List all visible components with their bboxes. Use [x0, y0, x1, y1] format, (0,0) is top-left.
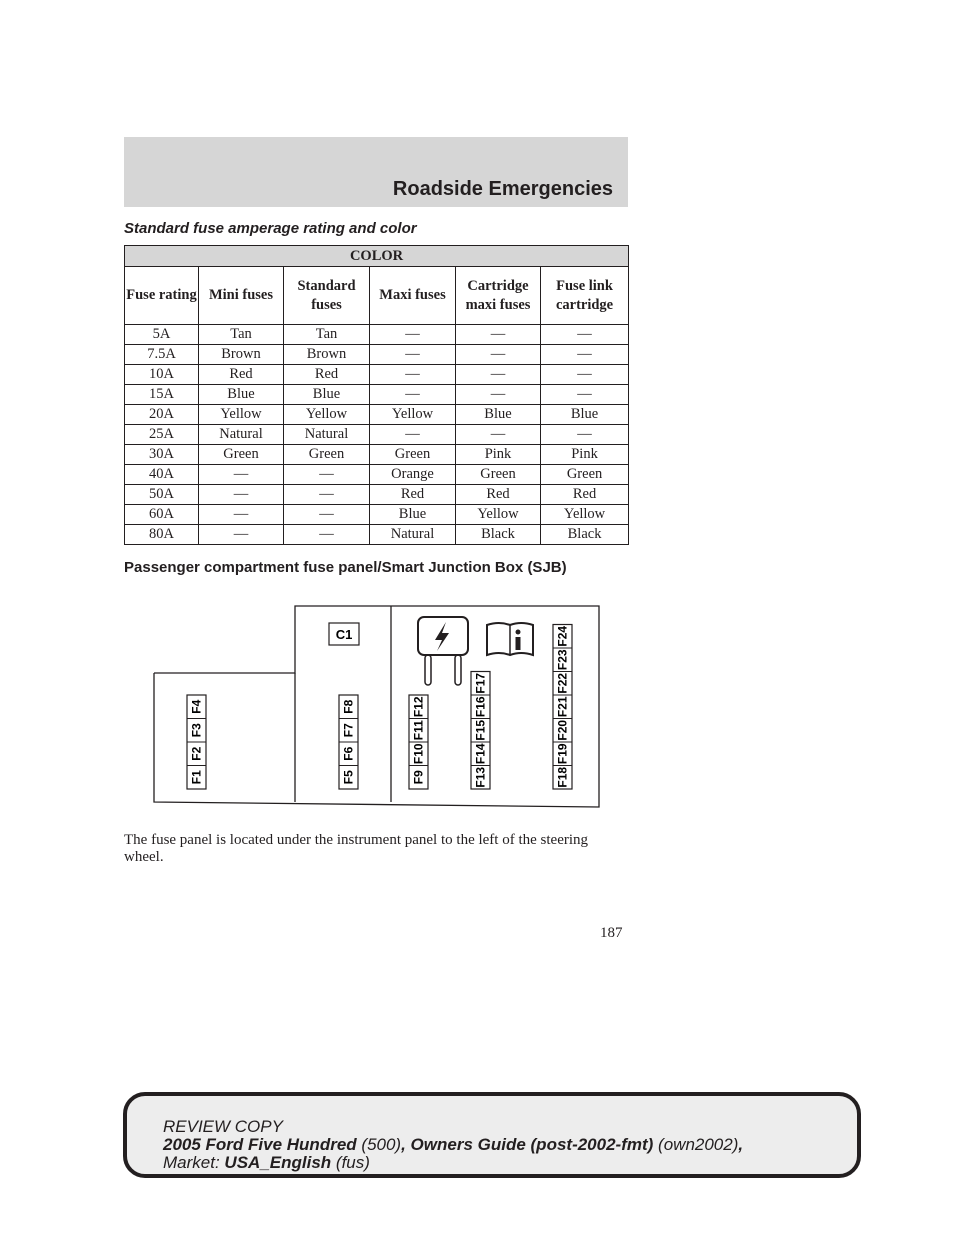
table-caption: Standard fuse amperage rating and color: [124, 220, 417, 237]
table-cell: Yellow: [456, 505, 541, 525]
table-row: [125, 445, 629, 465]
connector-c1-label: C1: [335, 627, 353, 642]
table-cell: Red: [541, 485, 629, 505]
fuse-color-table: [124, 245, 629, 545]
table-cell: —: [456, 325, 541, 345]
table-cell: 10A: [125, 365, 199, 385]
table-cell: —: [541, 345, 629, 365]
footer-model-code: (500): [361, 1135, 402, 1154]
table-cell: —: [541, 425, 629, 445]
review-footer: [123, 1092, 861, 1178]
table-cell: 30A: [125, 445, 199, 465]
table-cell: Pink: [541, 445, 629, 465]
owner-manual-info-icon: [487, 623, 533, 655]
footer-review: REVIEW COPY: [163, 1117, 283, 1136]
fuse-label: F15: [473, 719, 488, 741]
fuse-strip: [339, 695, 358, 789]
table-row: [125, 345, 629, 365]
table-cell: Blue: [284, 385, 370, 405]
table-cell: —: [199, 465, 284, 485]
table-cell: —: [199, 485, 284, 505]
fuse-label: F2: [189, 746, 204, 761]
table-cell: Yellow: [541, 505, 629, 525]
fuse-strip: [471, 672, 490, 790]
table-cell: 80A: [125, 525, 199, 545]
fuse-strip: [187, 695, 206, 789]
fuse-label: F4: [189, 699, 204, 714]
table-cell: —: [370, 385, 456, 405]
table-row: [125, 505, 629, 525]
fuse-label: F3: [189, 723, 204, 738]
table-row: [125, 365, 629, 385]
fuse-label: F22: [555, 672, 570, 694]
table-cell: 5A: [125, 325, 199, 345]
lightning-bolt-icon: [418, 617, 468, 685]
body-text: The fuse panel is located under the instrument panel to the left of the steering wheel.: [124, 832, 589, 865]
table-cell: 60A: [125, 505, 199, 525]
table-cell: Green: [541, 465, 629, 485]
table-cell: Blue: [370, 505, 456, 525]
fuse-label: F7: [341, 723, 356, 738]
fuse-label: F11: [411, 720, 426, 741]
fuse-label: F20: [555, 719, 570, 741]
table-cell: Natural: [199, 425, 284, 445]
table-cell: Brown: [199, 345, 284, 365]
fuse-label: F18: [555, 766, 570, 788]
fuse-label: F23: [555, 649, 570, 671]
table-cell: Natural: [284, 425, 370, 445]
table-cell: 25A: [125, 425, 199, 445]
table-cell: Green: [199, 445, 284, 465]
footer-guide: Owners Guide (post-2002-fmt): [410, 1135, 654, 1154]
section-header-band: [124, 137, 628, 207]
table-cell: Pink: [456, 445, 541, 465]
table-cell: —: [456, 365, 541, 385]
column-header: Mini fuses: [199, 267, 284, 325]
footer-guide-code: (own2002): [658, 1135, 739, 1154]
column-header: Maxi fuses: [370, 267, 456, 325]
table-cell: Tan: [199, 325, 284, 345]
fuse-label: F13: [473, 766, 488, 788]
footer-text: REVIEW COPY 2005 Ford Five Hundred (500), Owners Guide (post-2002-fmt) (own2002), Market: USA_English (fus): [163, 1117, 744, 1172]
table-cell: Blue: [456, 405, 541, 425]
footer-model: 2005 Ford Five Hundred: [163, 1135, 357, 1154]
table-cell: Black: [456, 525, 541, 545]
table-cell: Yellow: [370, 405, 456, 425]
table-row: [125, 385, 629, 405]
column-header: Fuse link cartridge: [541, 267, 629, 325]
table-cell: Yellow: [284, 405, 370, 425]
table-cell: —: [456, 345, 541, 365]
fuse-label: F14: [473, 743, 488, 765]
table-cell: Red: [370, 485, 456, 505]
fuse-label: F12: [411, 696, 426, 718]
table-cell: —: [284, 505, 370, 525]
table-row: [125, 425, 629, 445]
table-cell: —: [370, 365, 456, 385]
column-header: Fuse rating: [125, 267, 199, 325]
column-header: Standard fuses: [284, 267, 370, 325]
table-cell: —: [199, 525, 284, 545]
fuse-label: F24: [555, 625, 570, 647]
page-number: 187: [600, 925, 623, 941]
fuse-label: F9: [411, 770, 426, 785]
table-cell: —: [541, 325, 629, 345]
table-cell: Natural: [370, 525, 456, 545]
table-row: [125, 325, 629, 345]
table-cell: —: [541, 385, 629, 405]
table-cell: Green: [370, 445, 456, 465]
footer-market-label: Market:: [163, 1153, 220, 1172]
table-cell: Blue: [541, 405, 629, 425]
table-cell: —: [284, 465, 370, 485]
table-row: [125, 465, 629, 485]
table-cell: 20A: [125, 405, 199, 425]
color-group-header: COLOR: [125, 246, 629, 267]
table-cell: Tan: [284, 325, 370, 345]
fuse-label: F8: [341, 699, 356, 714]
table-cell: Red: [456, 485, 541, 505]
table-cell: Green: [284, 445, 370, 465]
footer-market-code: (fus): [335, 1153, 370, 1172]
fuse-label: F1: [189, 770, 204, 785]
table-cell: 40A: [125, 465, 199, 485]
table-cell: 15A: [125, 385, 199, 405]
table-cell: —: [199, 505, 284, 525]
fuse-label: F10: [411, 743, 426, 765]
table-cell: Green: [456, 465, 541, 485]
table-cell: 50A: [125, 485, 199, 505]
fuse-label: F19: [555, 743, 570, 765]
fuse-label: F16: [473, 696, 488, 718]
column-header: Cartridge maxi fuses: [456, 267, 541, 325]
fuse-panel-diagram: [150, 603, 602, 811]
table-row: [125, 525, 629, 545]
table-cell: Red: [199, 365, 284, 385]
table-cell: —: [370, 345, 456, 365]
section-title: Roadside Emergencies: [392, 178, 613, 200]
fuse-strip: [553, 625, 572, 790]
table-cell: —: [370, 325, 456, 345]
footer-market: USA_English: [224, 1153, 332, 1172]
table-cell: Yellow: [199, 405, 284, 425]
fuse-label: F17: [473, 672, 488, 694]
fuse-label: F21: [555, 696, 570, 718]
fuse-label: F5: [341, 770, 356, 785]
table-cell: Orange: [370, 465, 456, 485]
table-row: [125, 405, 629, 425]
table-cell: —: [456, 385, 541, 405]
table-cell: Black: [541, 525, 629, 545]
diagram-caption: Passenger compartment fuse panel/Smart Junction Box (SJB): [124, 559, 567, 576]
table-cell: Brown: [284, 345, 370, 365]
table-cell: Red: [284, 365, 370, 385]
table-row: [125, 485, 629, 505]
fuse-label: F6: [341, 746, 356, 761]
table-cell: —: [370, 425, 456, 445]
table-cell: 7.5A: [125, 345, 199, 365]
table-cell: —: [284, 485, 370, 505]
table-cell: —: [541, 365, 629, 385]
fuse-strip: [409, 695, 428, 789]
table-cell: —: [456, 425, 541, 445]
table-cell: Blue: [199, 385, 284, 405]
table-cell: —: [284, 525, 370, 545]
